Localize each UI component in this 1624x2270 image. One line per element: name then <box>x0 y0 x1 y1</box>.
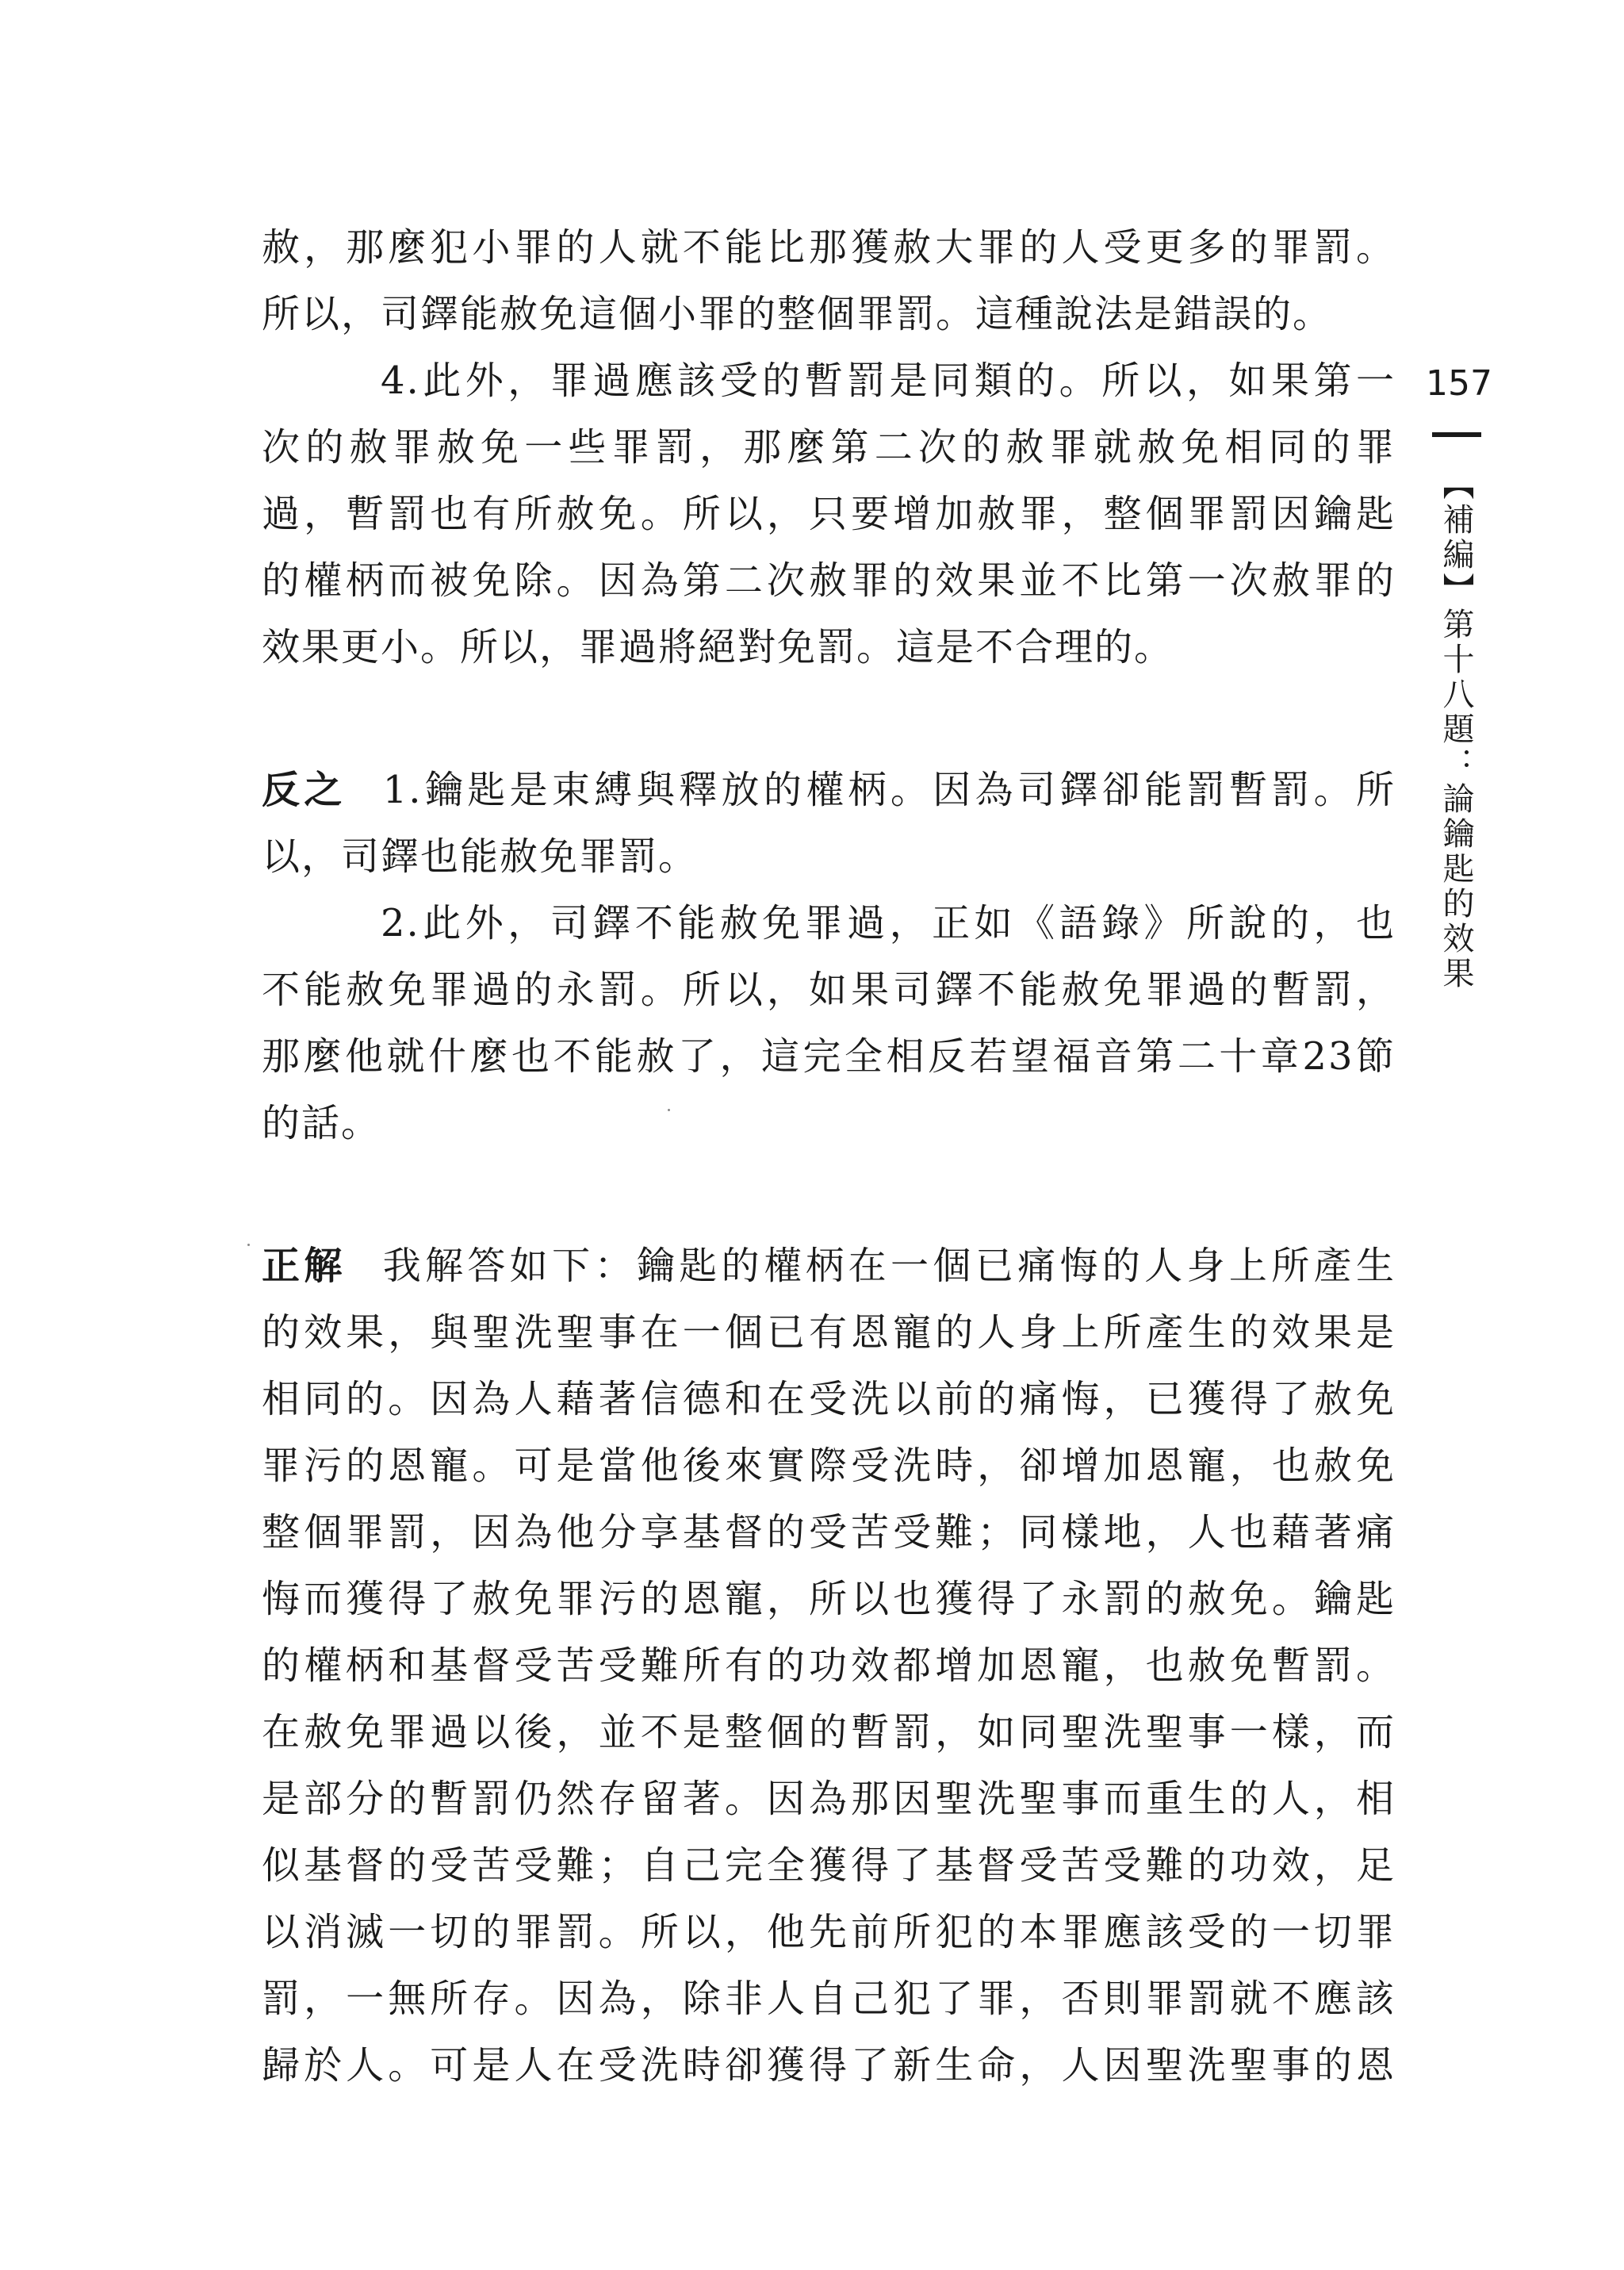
text-line-content: 1.鑰匙是束縛與釋放的權柄。因為司鐸卻能罰暫罰。所 <box>382 768 1396 812</box>
text-line: 似基督的受苦受難；自己完全獲得了基督受苦受難的功效，足 <box>262 1843 1396 1888</box>
text-line: 過，暫罰也有所赦免。所以，只要增加赦罪，整個罪罰因鑰匙 <box>262 492 1396 536</box>
text-line: 2.此外，司鐸不能赦免罪過，正如《語錄》所說的，也 <box>381 901 1396 945</box>
text-line: 罰，一無所存。因為，除非人自己犯了罪，否則罪罰就不應該 <box>262 1977 1396 2021</box>
text-line <box>262 757 1396 823</box>
page-number: 157 <box>1426 363 1492 404</box>
text-line: 罪污的恩寵。可是當他後來實際受洗時，卻增加恩寵，也赦免 <box>262 1444 1396 1488</box>
text-line: 所以，司鐸能赦免這個小罪的整個罪罰。這種說法是錯誤的。 <box>262 292 1333 336</box>
running-head: 【補編】第十八題：論鑰匙的效果 <box>1438 468 1474 991</box>
margin-rule <box>1432 432 1481 437</box>
section-label-answer: 正解 <box>262 1244 347 1288</box>
text-line: 在赦免罪過以後，並不是整個的暫罰，如同聖洗聖事一樣，而 <box>262 1710 1396 1754</box>
section-label-contrary: 反之 <box>262 768 347 812</box>
text-line: 相同的。因為人藉著信德和在受洗以前的痛悔，已獲得了赦免 <box>262 1377 1396 1421</box>
text-line: 的效果，與聖洗聖事在一個已有恩寵的人身上所產生的效果是 <box>262 1310 1396 1355</box>
text-line: 是部分的暫罰仍然存留著。因為那因聖洗聖事而重生的人，相 <box>262 1777 1396 1821</box>
text-line: 不能赦免罪過的永罰。所以，如果司鐸不能赦免罪過的暫罰， <box>262 968 1396 1012</box>
text-line: 次的赦罪赦免一些罪罰，那麼第二次的赦罪就赦免相同的罪 <box>262 425 1396 470</box>
text-line-content: 我解答如下：鑰匙的權柄在一個已痛悔的人身上所產生 <box>382 1244 1396 1288</box>
text-line: 的權柄和基督受苦受難所有的功效都增加恩寵，也赦免暫罰。 <box>262 1643 1396 1688</box>
text-line <box>262 1233 1396 1299</box>
text-line: 效果更小。所以，罪過將絕對免罰。這是不合理的。 <box>262 625 1174 669</box>
scan-speck <box>668 1109 670 1111</box>
text-line: 赦，那麼犯小罪的人就不能比那獲赦大罪的人受更多的罪罰。 <box>262 225 1396 270</box>
scan-speck <box>247 1244 250 1246</box>
text-line: 的權柄而被免除。因為第二次赦罪的效果並不比第一次赦罪的 <box>262 558 1396 603</box>
text-line: 以消滅一切的罪罰。所以，他先前所犯的本罪應該受的一切罪 <box>262 1910 1396 1954</box>
text-line: 以，司鐸也能赦免罪罰。 <box>262 834 699 879</box>
text-line: 歸於人。可是人在受洗時卻獲得了新生命，人因聖洗聖事的恩 <box>262 2043 1396 2088</box>
text-line: 整個罪罰，因為他分享基督的受苦受難；同樣地，人也藉著痛 <box>262 1510 1396 1555</box>
text-line: 那麼他就什麼也不能赦了，這完全相反若望福音第二十章23節 <box>262 1034 1396 1079</box>
paragraph-gap <box>262 681 1396 757</box>
text-line: 的話。 <box>262 1101 381 1145</box>
text-line: 4.此外，罪過應該受的暫罰是同類的。所以，如果第一 <box>381 359 1396 403</box>
text-line: 悔而獲得了赦免罪污的恩寵，所以也獲得了永罰的赦免。鑰匙 <box>262 1577 1396 1621</box>
body-text <box>262 214 1396 2099</box>
paragraph-gap <box>262 1156 1396 1233</box>
